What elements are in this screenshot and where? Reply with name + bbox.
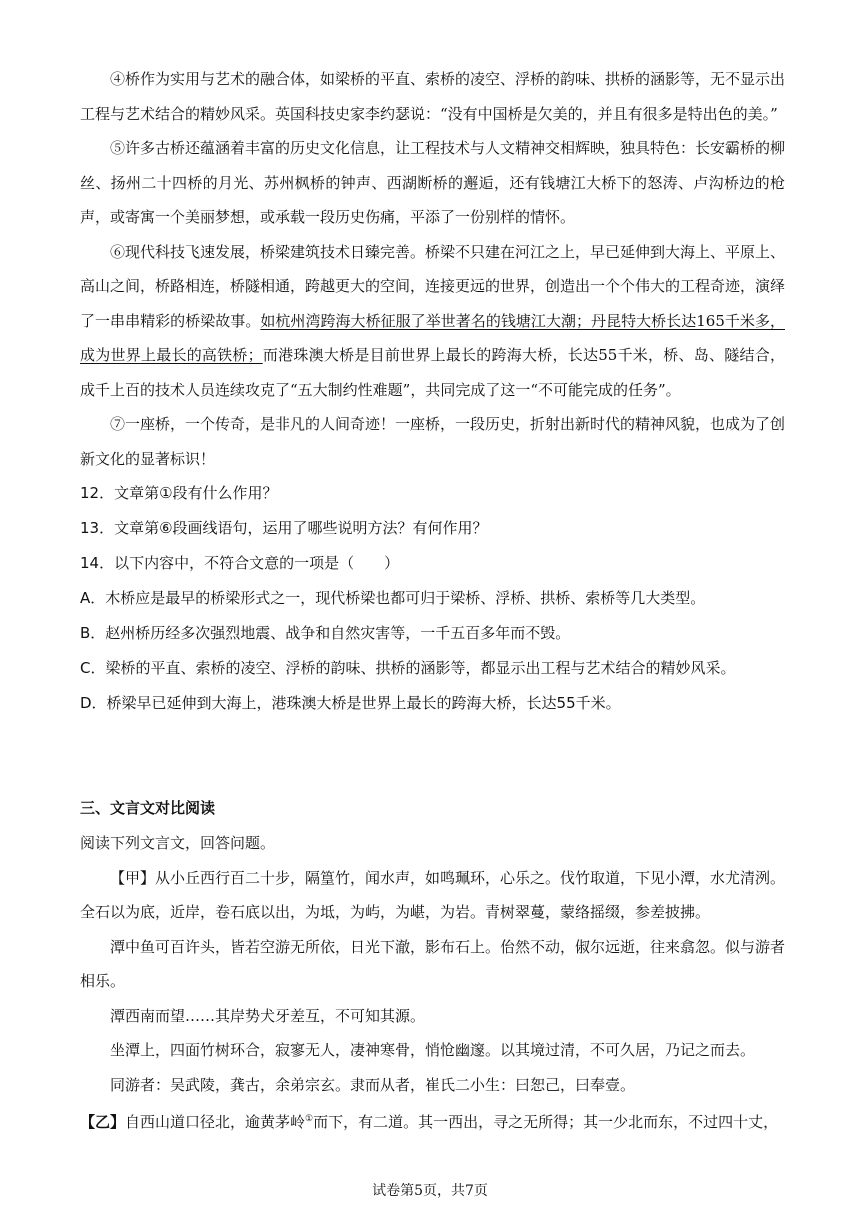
section-intro: 阅读下列文言文，回答问题。	[80, 834, 276, 852]
text-yi-label: 【乙】	[80, 1113, 126, 1131]
question-13: 13．文章第⑥段画线语句，运用了哪些说明方法？有何作用？	[80, 519, 488, 537]
option-b: B．赵州桥历经多次强烈地震、战争和自然灾害等，一千五百多年而不毁。	[80, 624, 571, 642]
section-title: 三、文言文对比阅读	[80, 799, 216, 817]
text-yi	[80, 1102, 785, 1140]
question-12: 12．文章第①段有什么作用？	[80, 484, 278, 502]
option-a: A．木桥应是最早的桥梁形式之一，现代桥梁也都可归于梁桥、浮桥、拱桥、索桥等几大类型。	[80, 589, 706, 607]
paragraph-7: ⑦一座桥，一个传奇，是非凡的人间奇迹！一座桥，一段历史，折射出新时代的精神风貌，也成为了创新文化的显著标识！	[80, 415, 786, 468]
text-jia-2: 潭中鱼可百许头，皆若空游无所依，日光下澈，影布石上。佁然不动，俶尔远逝，往来翕忽。似与游者相乐。	[80, 937, 786, 990]
text-jia-4: 坐潭上，四面竹树环合，寂寥无人，凄神寒骨，悄怆幽邃。以其境过清，不可久居，乃记之而去。	[110, 1041, 756, 1059]
document-body	[80, 62, 785, 1140]
text-jia-1: 【甲】从小丘西行百二十步，隔篁竹，闻水声，如鸣珮环，心乐之。伐竹取道，下见小潭，水尤清洌。全石以为底，近岸，卷石底以出，为坻，为屿，为嵁，为岩。青树翠蔓，蒙络摇缀，参差披拂。	[80, 868, 786, 921]
paragraph-6-text: ⑥现代科技飞速发展，桥梁建筑技术日臻完善。桥梁不只建在河江之上，早已延伸到大海上、平原上、高山之间，桥路相连，桥隧相通，跨越更大的空间，连接更远的世界，创造出一个个伟大的工程奇迹，演绎了一串串精彩的桥梁故事。	[80, 242, 786, 330]
option-d: D．桥梁早已延伸到大海上，港珠澳大桥是世界上最长的跨海大桥，长达55千米。	[80, 694, 621, 712]
option-c: C．梁桥的平直、索桥的凌空、浮桥的韵味、拱桥的涵影等，都显示出工程与艺术结合的精妙风采。	[80, 659, 736, 677]
text-yi-part-1: 自西山道口径北，逾黄茅岭	[125, 1113, 306, 1131]
footnote-marker: ①	[305, 1114, 314, 1124]
text-jia-3: 潭西南而望……其岸势犬牙差互，不可知其源。	[110, 1006, 426, 1025]
paragraph-6-rest: 而港珠澳大桥是目前世界上最长的跨海大桥，长达55千米，桥、岛、隧结合，成千上百的技术人员连续攻克了“五大制约性难题”，共同完成了这一“不可能完成的任务”。	[80, 346, 785, 399]
page-footer: 试卷第5页，共7页	[372, 1183, 488, 1199]
paragraph-4: ④桥作为实用与艺术的融合体，如梁桥的平直、索桥的凌空、浮桥的韵味、拱桥的涵影等，无不显示出工程与艺术结合的精妙风采。英国科技史家李约瑟说：“没有中国桥是欠美的，并且有很多是特出色的美。”	[80, 70, 786, 123]
paragraph-6	[80, 235, 785, 408]
text-jia-5: 同游者：吴武陵，龚古，余弟宗玄。隶而从者，崔氏二小生：曰恕己，曰奉壹。	[110, 1075, 636, 1094]
question-14: 14．以下内容中，不符合文意的一项是（ ）	[80, 554, 400, 572]
paragraph-5: ⑤许多古桥还蕴涵着丰富的历史文化信息，让工程技术与人文精神交相辉映，独具特色：长安霸桥的柳丝、扬州二十四桥的月光、苏州枫桥的钟声、西湖断桥的邂逅，还有钱塘江大桥下的怒涛、卢沟桥边的枪声，或寄寓一个美丽梦想，或承载一段历史伤痛，平添了一份别样的情怀。	[80, 139, 786, 226]
underlined-sentence: 如杭州湾跨海大桥征服了举世著名的钱塘江大潮；丹昆特大桥长达165千米多，成为世界上最长的高铁桥；	[80, 311, 785, 364]
text-yi-part-2: 而下，有二道。其一西出，寻之无所得；其一少北而东，不过四十丈，	[313, 1113, 779, 1131]
